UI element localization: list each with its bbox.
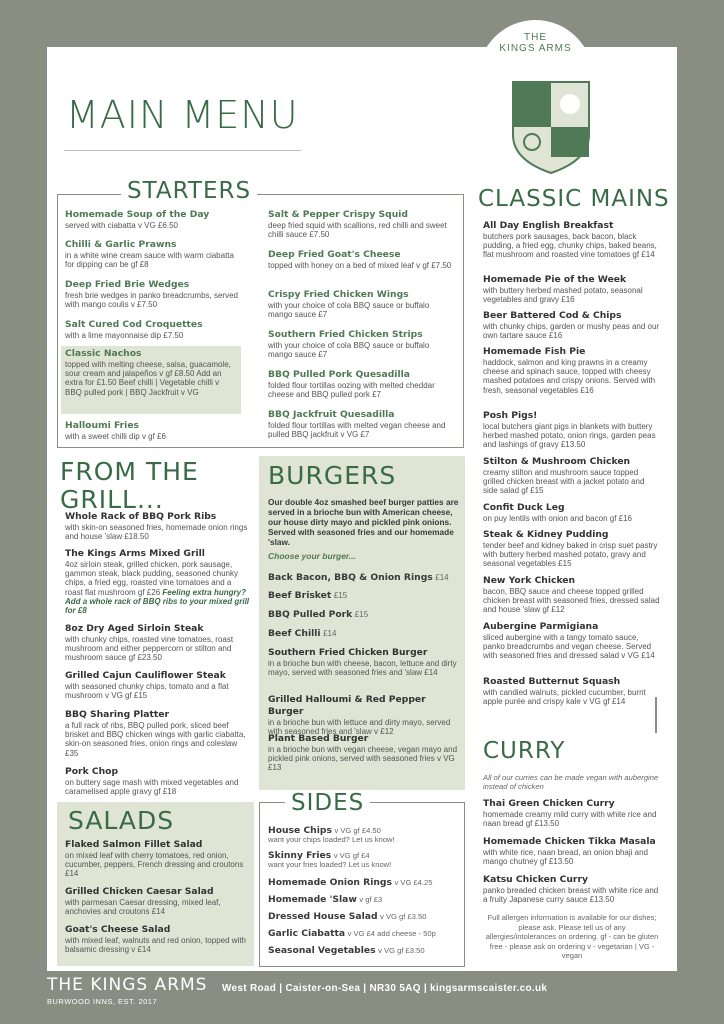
burger-intro: Our double 4oz smashed beef burger patties are served in a brioche bun with American cheese, our house dirty mayo and pickled pink onions. Served with seasoned fries and our homemade 'slaw. (268, 497, 459, 547)
footer (47, 975, 677, 1011)
classic-item: New York Chicken bacon, BBQ sauce and cheese topped grilled chicken breast with seasoned fries, dressed salad and house 'slaw gf £12 (483, 575, 660, 615)
starter-item: Halloumi Fries with a sweet chilli dip v gf £6 (65, 420, 166, 441)
grill-item: BBQ Sharing Platter a full rack of ribs, BBQ pulled pork, sliced beef brisket and BBQ chicken wings with garlic ciabatta, skin-on seasoned fries, onion rings and coleslaw £35 (65, 709, 246, 758)
salads-title: SALADS (68, 806, 175, 835)
salad-item: Goat's Cheese Salad with mixed leaf, walnuts and red onion, topped with balsamic dressing v £14 (65, 924, 246, 955)
side-item: House Chips v VG gf £4.50 want your chips loaded? Let us know! (268, 825, 395, 844)
side-item: Dressed House Salad v VG gf £3.50 (268, 911, 427, 922)
burger-special: Grilled Halloumi & Red Pepper Burger in a brioche bun with lettuce and dirty mayo, served with seasoned fries and 'slaw v £12 (268, 694, 451, 737)
side-item: Skinny Fries v VG gf £4 want your fries loaded? Let us know! (268, 850, 392, 869)
starter-item: Chilli & Garlic Prawns in a white wine cream sauce with warm ciabatta for dipping can be gf £8 (65, 239, 234, 270)
allergen-note: Full allergen information is available for our dishes; please ask. Please tell us of any allergies/intolerances on ordering. gf - can be gluten free - please ask on ordering v - vegetarian | VG - vegan (485, 913, 659, 960)
classic-item: Homemade Pie of the Week with buttery herbed mashed potato, seasonal vegetables and gravy £16 (483, 274, 643, 305)
burger-special: Plant Based Burger in a brioche bun with vegan cheese, vegan mayo and pickled pink onions, served with seasoned fries v VG £13 (268, 733, 458, 773)
grill-item: Whole Rack of BBQ Pork Ribs with skin-on seasoned fries, homemade onion rings and house 'slaw £18.50 (65, 511, 248, 542)
starter-item: BBQ Jackfruit Quesadilla folded flour tortillas with melted vegan cheese and pulled BBQ jackfruit v VG £7 (268, 409, 446, 440)
salad-item: Grilled Chicken Caesar Salad with parmesan Caesar dressing, mixed leaf, anchovies and croutons £14 (65, 886, 221, 917)
classic-item: Roasted Butternut Squash with candied walnuts, pickled cucumber, burnt apple purée and crispy kale v VG gf £14 (483, 676, 646, 707)
shield-icon (511, 80, 591, 175)
crest (478, 20, 593, 180)
curry-item: Thai Green Chicken Curry homemade creamy mild curry with white rice and naan bread gf £13.50 (483, 798, 657, 829)
divider (64, 150, 301, 151)
starter-item: BBQ Pulled Pork Quesadilla folded flour tortillas oozing with melted cheddar cheese and BBQ pulled pork £7 (268, 369, 435, 400)
starter-item: Crispy Fried Chicken Wings with your choice of cola BBQ sauce or buffalo mango sauce £7 (268, 289, 430, 320)
classic-item: Stilton & Mushroom Chicken creamy stilton and mushroom sauce topped grilled chicken breast with a jacket potato and side salad gf £15 (483, 456, 645, 496)
grill-item: The Kings Arms Mixed Grill 4oz sirloin steak, grilled chicken, pork sausage, gammon steak, black pudding, seasoned chunky chips, a fried egg, roasted vine tomatoes and a roast flat mushroom gf £26 Feeling extra hungry? Add a whole rack of BBQ ribs to your mixed grill for £8 (65, 548, 250, 616)
burger-item: BBQ Pulled Pork £15 (268, 609, 369, 620)
classic-item: All Day English Breakfast butchers pork sausages, back bacon, black pudding, a fried egg, chunky chips, baked beans, flat mushroom and roasted vine tomatoes gf £14 (483, 220, 657, 260)
burger-item: Beef Brisket £15 (268, 590, 348, 601)
footer-address[interactable]: West Road | Caister-on-Sea | NR30 5AQ | kingsarmscaister.co.uk (222, 983, 548, 994)
classic-item: Steak & Kidney Pudding tender beef and kidney baked in crisp suet pastry with buttery herbed mashed potato, gravy and seasonal vegetables £15 (483, 529, 658, 569)
classic-item: Aubergine Parmigiana sliced aubergine with a tangy tomato sauce, panko breadcrumbs and vegan cheese. Served with seasoned fries and dressed salad v VG £14 (483, 621, 655, 661)
classic-item: Confit Duck Leg on puy lentils with onion and bacon gf £16 (483, 502, 632, 523)
starter-item: Salt Cured Cod Croquettes with a lime mayonnaise dip £7.50 (65, 319, 203, 340)
page-title: MAIN MENU (66, 93, 299, 137)
side-item: Homemade 'Slaw v gf £3 (268, 894, 383, 905)
crest-title: THE KINGS ARMS (499, 32, 572, 54)
side-item: Garlic Ciabatta v VG £4 add cheese - 50p (268, 928, 436, 939)
curry-item: Homemade Chicken Tikka Masala with white rice, naan bread, an onion bhaji and mango chutney gf £13.50 (483, 836, 656, 867)
classic-item: Posh Pigs! local butchers giant pigs in blankets with buttery herbed mashed potato, onion rings, garden peas and lashings of gravy £13.50 (483, 410, 656, 450)
burgers-title: BURGERS (268, 461, 397, 490)
classic-item: Beer Battered Cod & Chips with chunky chips, garden or mushy peas and our own tartare sauce £16 (483, 310, 660, 341)
starter-item: Salt & Pepper Crispy Squid deep fried squid with scallions, red chilli and sweet chilli sauce £7.50 (268, 209, 447, 240)
grill-item: Grilled Cajun Cauliflower Steak with seasoned chunky chips, tomato and a flat mushroom v VG gf £15 (65, 670, 229, 701)
grill-item: Pork Chop on buttery sage mash with mixed vegetables and caramelised apple gravy gf £18 (65, 766, 239, 797)
salad-item: Flaked Salmon Fillet Salad on mixed leaf with cherry tomatoes, red onion, cucumber, peppers, French dressing and croutons £14 (65, 839, 244, 879)
burger-special: Southern Fried Chicken Burger in a brioche bun with cheese, bacon, lettuce and dirty mayo, served with seasoned fries and 'slaw £14 (268, 647, 457, 678)
classic-title: CLASSIC MAINS (478, 186, 670, 212)
starter-item: Deep Fried Brie Wedges fresh brie wedges in panko breadcrumbs, served with mango coulis v £7.50 (65, 279, 238, 310)
sides-title: SIDES (285, 792, 370, 815)
side-item: Seasonal Vegetables v VG gf £3.50 (268, 945, 425, 956)
burger-item: Beef Chilli £14 (268, 628, 337, 639)
side-item: Homemade Onion Rings v VG £4.25 (268, 877, 433, 888)
starter-item: Southern Fried Chicken Strips with your choice of cola BBQ sauce or buffalo mango sauce £7 (268, 329, 430, 360)
grill-item: 8oz Dry Aged Sirloin Steak with chunky chips, roasted vine tomatoes, roast mushroom and either peppercorn or stilton and mushroom sauce gf £23.50 (65, 623, 234, 663)
curry-title: CURRY (483, 738, 566, 764)
footer-brand: THE KINGS ARMS (47, 975, 208, 995)
burger-item: Back Bacon, BBQ & Onion Rings £14 (268, 572, 449, 583)
curry-intro: All of our curries can be made vegan with aubergine instead of chicken (483, 773, 659, 791)
choose-label: Choose your burger... (268, 551, 356, 561)
curry-item: Katsu Chicken Curry panko breaded chicken breast with white rice and a fruity Japanese curry sauce £13.50 (483, 874, 659, 905)
starter-item: Deep Fried Goat's Cheese topped with honey on a bed of mixed leaf v gf £7.50 (268, 249, 452, 270)
starter-item: Classic Nachos topped with melting cheese, salsa, guacamole, sour cream and jalapeños v gf £8.50 Add an extra for £1.50 Beef chilli | Vegetable chilli v BBQ pulled pork | BBQ Jackfruit v VG (65, 348, 231, 397)
classic-item: Homemade Fish Pie haddock, salmon and king prawns in a creamy cheese and spinach sauce, topped with cheesy mashed potatoes and crispy onions. Served with fresh, seasonal vegetables £16 (483, 346, 656, 395)
starters-title: STARTERS (121, 180, 257, 203)
starter-item: Homemade Soup of the Day served with ciabatta v VG £6.50 (65, 209, 210, 230)
divider (655, 697, 657, 733)
footer-sub: BURWOOD INNS, EST. 2017 (47, 997, 158, 1006)
grill-title: FROM THE GRILL... (60, 458, 250, 514)
